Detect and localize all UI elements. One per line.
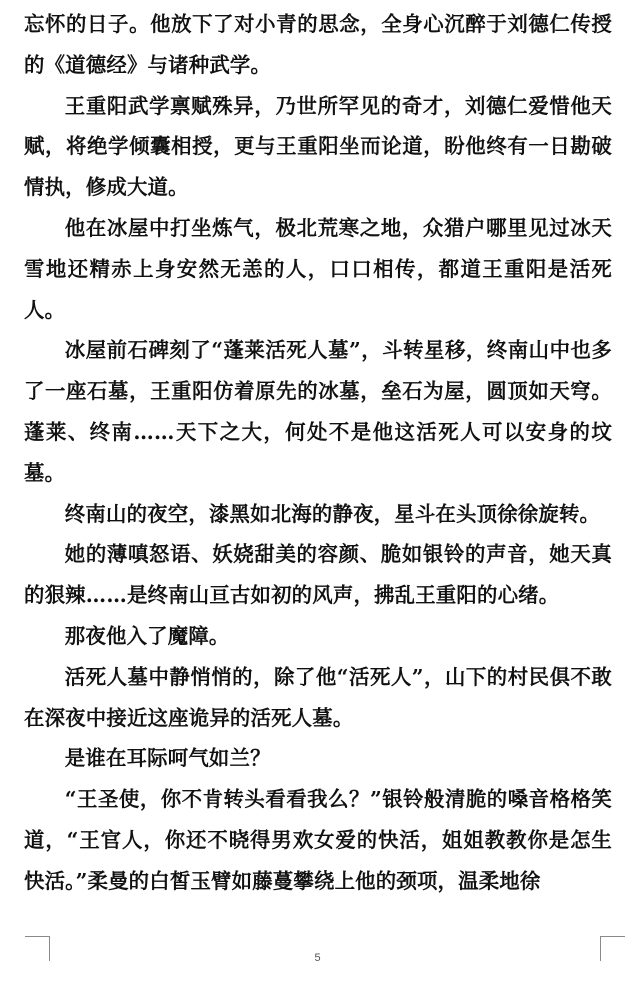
page-number: 5 (314, 952, 321, 964)
paragraph-5: 终南山的夜空，漆黑如北海的静夜，星斗在头顶徐徐旋转。 (64, 501, 601, 526)
paragraph-4: 冰屋前石碑刻了“蓬莱活死人墓”，斗转星移，终南山中也多了一座石墓，王重阳仿着原先的冰墓，垒石为屋，圆顶如天穹。蓬莱、终南……天下之大，何处不是他这活死人可以安身的坟墓。 (24, 338, 612, 485)
paragraph-10: “王圣使，你不肯转头看看我么？”银铃般清脆的嗓音格格笑道，“王官人，你还不晓得男欢女爱的快活，姐姐教教你是怎生快活。”柔曼的白皙玉臂如藤蔓攀绕上他的颈项，温柔地徐 (24, 787, 612, 893)
body-text (24, 4, 612, 902)
paragraph-3: 他在冰屋中打坐炼气，极北荒寒之地，众猎户哪里见过冰天雪地还精赤上身安然无恙的人，口口相传，都道王重阳是活死人。 (24, 215, 612, 322)
paragraph-1: 忘怀的日子。他放下了对小青的思念，全身心沉醉于刘德仁传授的《道德经》与诸种武学。 (24, 12, 612, 77)
paragraph-2: 王重阳武学禀赋殊异，乃世所罕见的奇才，刘德仁爱惜他天赋，将绝学倾囊相授，更与王重阳坐而论道，盼他终有一日勘破情执，修成大道。 (24, 93, 612, 200)
paragraph-6: 她的薄嗔怒语、妖娆甜美的容颜、脆如银铃的声音，她天真的狠辣……是终南山亘古如初的风声，拂乱王重阳的心绪。 (24, 542, 612, 608)
paragraph-8: 活死人墓中静悄悄的，除了他“活死人”，山下的村民俱不敢在深夜中接近这座诡异的活死人墓。 (24, 664, 612, 730)
paragraph-9: 是谁在耳际呵气如兰？ (64, 746, 271, 771)
paragraph-7: 那夜他入了魔障。 (64, 623, 230, 648)
